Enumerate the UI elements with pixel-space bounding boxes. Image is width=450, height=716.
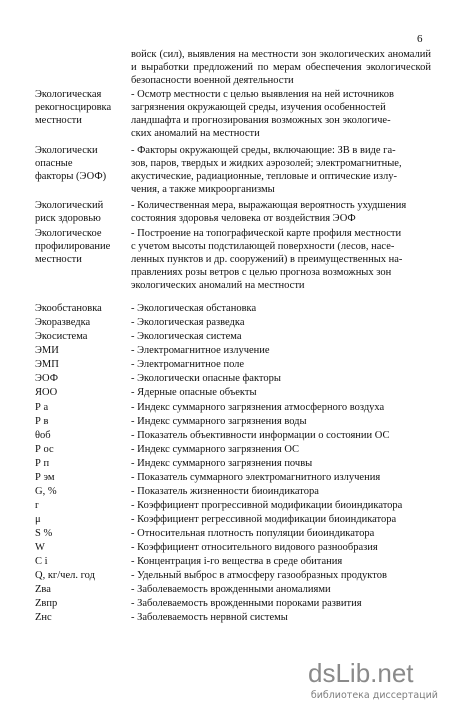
abbreviation: ЭМП (35, 359, 59, 370)
abbreviation: Р эм (35, 472, 55, 483)
abbreviation-definition: - Электромагнитное поле (131, 359, 245, 370)
abbreviation-definition: - Заболеваемость врожденными пороками развития (131, 598, 362, 609)
continuation-paragraph: войск (сил), выявления на местности зон экологических аномалий и выработки предложений по мерам обеспечения экологической безопасности военной деятельности (131, 49, 431, 86)
abbreviation: Zнс (35, 612, 52, 623)
abbreviation: Р ос (35, 444, 54, 455)
abbreviation: W (35, 542, 45, 553)
abbreviation-definition: - Показатель жизненности биоиндикатора (131, 486, 319, 497)
definition-text: - Факторы окружающей среды, включающие: ЗВ в виде га- зов, паров, твердых и жидких аэрозолей; электромагнитные, акустические, радиационные, тепловые и оптические излу- чения, а также микроорганизмы (131, 145, 402, 195)
abbreviation-definition: - Заболеваемость нервной системы (131, 612, 288, 623)
watermark-subtitle: библиотека диссертаций (310, 690, 438, 701)
abbreviation-definition: - Коэффициент прогрессивной модификации биоиндикатора (131, 500, 403, 511)
abbreviation: Экообстановка (35, 303, 102, 314)
abbreviation-definition: - Относительная плотность популяции биоиндикатора (131, 528, 375, 539)
abbreviation: Экосистема (35, 331, 88, 342)
abbreviation: μ (35, 514, 41, 525)
abbreviation: S % (35, 528, 53, 539)
abbreviation-definition: - Коэффициент регрессивной модификации биоиндикатора (131, 514, 397, 525)
definition-text: - Осмотр местности с целью выявления на ней источников загрязнения окружающей среды, изучения особенностей ландшафта и прогнозирования возможных зон экологиче- ских аномалий на местности (131, 89, 394, 139)
abbreviation: Р п (35, 458, 50, 469)
abbreviation-definition: - Экологическая система (131, 331, 242, 342)
abbreviation: r (35, 500, 39, 511)
abbreviation: G, % (35, 486, 57, 497)
abbreviation-definition: - Электромагнитное излучение (131, 345, 270, 356)
abbreviation-definition: - Удельный выброс в атмосферу газообразных продуктов (131, 570, 387, 581)
abbreviation-definition: - Индекс суммарного загрязнения почвы (131, 458, 313, 469)
abbreviation: ЯОО (35, 387, 58, 398)
abbreviation: ЭОФ (35, 373, 59, 384)
abbreviation: Экоразведка (35, 317, 91, 328)
abbreviation-definition: - Индекс суммарного загрязнения атмосферного воздуха (131, 402, 385, 413)
page-number: 6 (417, 33, 423, 45)
abbreviation-definition: - Ядерные опасные объекты (131, 387, 257, 398)
abbreviation-definition: - Концентрация i-го вещества в среде обитания (131, 556, 343, 567)
abbreviation: Zвпр (35, 598, 58, 609)
abbreviation: ЭМИ (35, 345, 59, 356)
definition-term: Экологическая рекогносцировка местности (35, 89, 112, 126)
definition-text: - Количественная мера, выражающая вероятность ухудшения состояния здоровья человека от воздействия ЭОФ (131, 200, 407, 224)
abbreviation: Р в (35, 416, 49, 427)
abbreviation: Q, кг/чел. год (35, 570, 95, 581)
abbreviation-definition: - Экологически опасные факторы (131, 373, 281, 384)
abbreviation: C i (35, 556, 48, 567)
definition-term: Экологический риск здоровью (35, 200, 104, 224)
abbreviation: Zва (35, 584, 51, 595)
abbreviation-definition: - Индекс суммарного загрязнения ОС (131, 444, 300, 455)
abbreviation-definition: - Показатель суммарного электромагнитного излучения (131, 472, 381, 483)
definition-text: - Построение на топографической карте профиля местности с учетом высоты подстилающей поверхности (лесов, насе- ленных пунктов и др. сооружений) в преимущественных на- правлениях розы ветров с целью прогноза возможных зон экологических аномалий на местности (131, 228, 403, 291)
dslib-watermark-logo (308, 656, 442, 690)
abbreviation-definition: - Экологическая обстановка (131, 303, 257, 314)
abbreviation-definition: - Заболеваемость врожденными аномалиями (131, 584, 331, 595)
abbreviation-definition: - Показатель объективности информации о состоянии ОС (131, 430, 390, 441)
abbreviation-definition: - Коэффициент относительного видового разнообразия (131, 542, 378, 553)
abbreviation-definition: - Экологическая разведка (131, 317, 245, 328)
abbreviation: Р а (35, 402, 49, 413)
definition-term: Экологически опасные факторы (ЭОФ) (35, 145, 107, 182)
watermark-logo-text: dsLib.net (308, 658, 414, 688)
definition-term: Экологическое профилирование местности (35, 228, 111, 265)
abbreviation: θоб (35, 430, 51, 441)
abbreviation-definition: - Индекс суммарного загрязнения воды (131, 416, 307, 427)
